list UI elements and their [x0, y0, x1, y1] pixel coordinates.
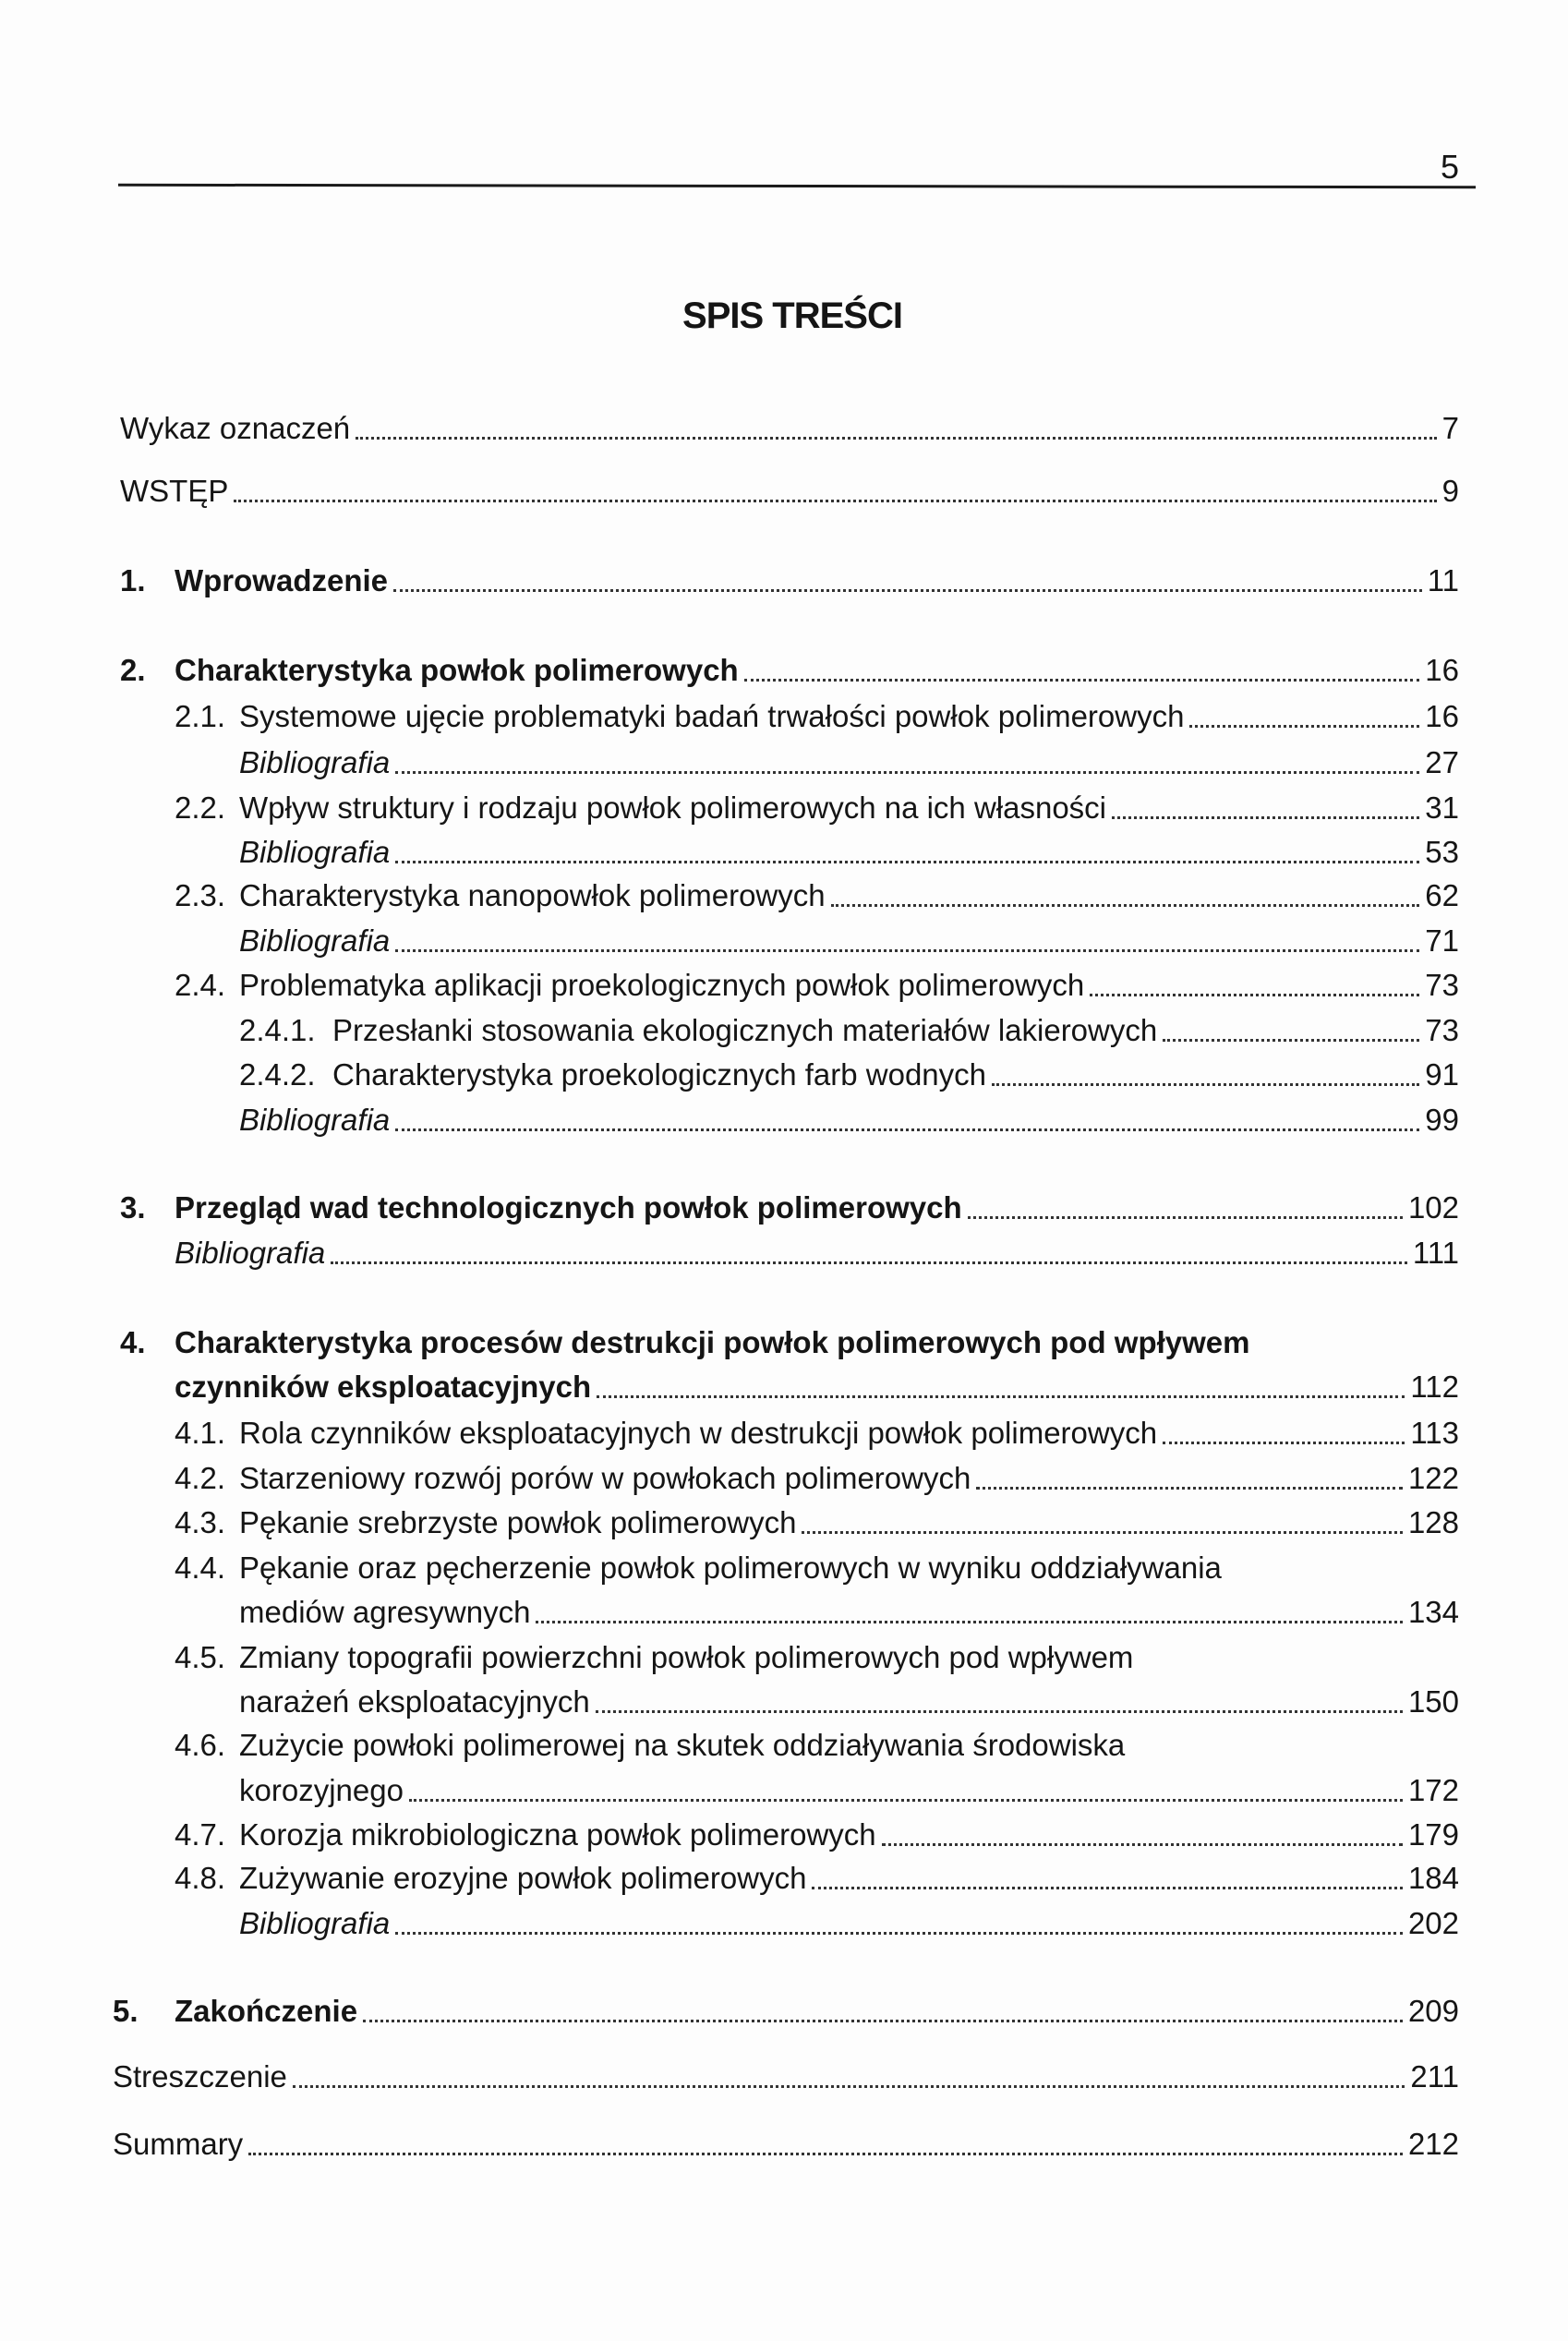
toc-entry-page: 113: [1410, 1416, 1459, 1451]
toc-entry[interactable]: [120, 648, 1459, 693]
toc-entry-page: 150: [1407, 1684, 1459, 1720]
toc-entry[interactable]: [175, 1856, 1459, 1901]
toc-entry[interactable]: [175, 1231, 1459, 1275]
toc-entry-page: 184: [1407, 1861, 1459, 1896]
toc-entry-page: 211: [1410, 2059, 1459, 2094]
toc-entry-number: 2.3.: [175, 878, 226, 913]
toc-entry-title: Zmiany topografii powierzchni powłok polimerowych pod wpływem: [239, 1639, 1134, 1674]
dot-leader: [1189, 725, 1419, 728]
toc-title: SPIS TREŚCI: [682, 296, 902, 336]
toc-entry[interactable]: [175, 1411, 1459, 1455]
toc-entry-title: Systemowe ujęcie problematyki badań trwałości powłok polimerowych: [239, 699, 1185, 734]
toc-entry-title: Bibliografia: [175, 1235, 326, 1270]
toc-entry[interactable]: [175, 1365, 1459, 1409]
toc-entry[interactable]: [175, 1501, 1459, 1545]
toc-entry-title: Problematyka aplikacji proekologicznych powłok polimerowych: [239, 968, 1085, 1003]
toc-entry-title: Wprowadzenie: [175, 563, 389, 597]
toc-entry-number: 2.4.1.: [239, 1012, 316, 1047]
toc-entry-page: 73: [1425, 968, 1459, 1003]
toc-entry-number: 2.1.: [175, 699, 226, 734]
toc-entry[interactable]: [239, 1590, 1459, 1635]
toc-entry[interactable]: [239, 1008, 1459, 1053]
toc-entry[interactable]: [120, 559, 1459, 603]
toc-entry-number: 2.2.: [175, 790, 226, 825]
toc-entry-page: 7: [1441, 411, 1459, 446]
dot-leader: [1163, 1039, 1419, 1042]
toc-entry-page: 111: [1412, 1235, 1459, 1270]
toc-entry-page: 11: [1427, 563, 1459, 597]
dot-leader: [393, 589, 1422, 592]
toc-entry-title: Przegląd wad technologicznych powłok polimerowych: [175, 1190, 962, 1225]
toc-entry-page: 179: [1407, 1817, 1459, 1852]
toc-entry-title: Bibliografia: [239, 745, 391, 780]
toc-entry-first-line: [175, 1723, 1125, 1768]
dot-leader: [356, 437, 1436, 440]
toc-entry-title-continued: narażeń eksploatacyjnych: [239, 1684, 590, 1720]
toc-entry-title: Przesłanki stosowania ekologicznych materiałów lakierowych: [332, 1012, 1158, 1047]
toc-entry-page: 209: [1407, 1994, 1459, 2029]
toc-entry-title: Bibliografia: [239, 1905, 391, 1940]
dot-leader: [395, 861, 1419, 863]
toc-entry-page: 91: [1425, 1057, 1459, 1092]
toc-entry-page: 212: [1407, 2127, 1459, 2161]
toc-entry-page: 16: [1425, 653, 1459, 688]
toc-entry-title: WSTĘP: [120, 473, 229, 508]
dot-leader: [331, 1261, 1407, 1264]
dot-leader: [882, 1843, 1403, 1846]
toc-entry-number: 1.: [120, 563, 146, 597]
toc-entry-page: 99: [1425, 1102, 1459, 1137]
toc-entry-number: 5.: [113, 1994, 139, 2029]
toc-entry-first-line: [175, 1635, 1133, 1680]
toc-entry[interactable]: [239, 919, 1459, 963]
toc-entry-title: Charakterystyka powłok polimerowych: [175, 653, 739, 688]
toc-entry[interactable]: [175, 786, 1459, 830]
toc-entry[interactable]: [175, 694, 1459, 739]
toc-entry-number: 4.4.: [175, 1550, 226, 1585]
toc-entry-page: 27: [1425, 745, 1459, 780]
dot-leader: [968, 1216, 1403, 1219]
dot-leader: [536, 1621, 1402, 1623]
toc-entry-title: Bibliografia: [239, 1102, 391, 1137]
toc-entry-number: 4.8.: [175, 1861, 226, 1896]
toc-entry-page: 102: [1407, 1190, 1459, 1225]
toc-entry-page: 16: [1425, 699, 1459, 734]
toc-entry[interactable]: [239, 741, 1459, 785]
toc-entry-page: 172: [1407, 1772, 1459, 1807]
toc-entry-page: 122: [1407, 1460, 1459, 1495]
toc-entry[interactable]: [120, 1186, 1459, 1230]
dot-leader: [596, 1710, 1403, 1713]
dot-leader: [234, 500, 1436, 502]
toc-entry-title: Streszczenie: [113, 2059, 287, 2094]
toc-entry-number: 3.: [120, 1190, 146, 1225]
dot-leader: [395, 1932, 1403, 1935]
toc-entry-number: 4.1.: [175, 1416, 226, 1451]
toc-entry[interactable]: [175, 963, 1459, 1008]
toc-entry-number: 2.4.2.: [239, 1057, 316, 1092]
toc-entry-page: 73: [1425, 1012, 1459, 1047]
dot-leader: [992, 1083, 1419, 1086]
toc-entry-title: Charakterystyka procesów destrukcji powłok polimerowych pod wpływem: [175, 1324, 1250, 1359]
toc-entry-title: Pękanie oraz pęcherzenie powłok polimerowych w wyniku oddziaływania: [239, 1550, 1222, 1585]
toc-entry-page: 31: [1425, 790, 1459, 825]
toc-entry-number: 2.4.: [175, 968, 226, 1003]
toc-entry[interactable]: [113, 2122, 1459, 2166]
toc-entry-page: 134: [1407, 1595, 1459, 1630]
toc-entry-first-line: [120, 1321, 1250, 1365]
dot-leader: [395, 949, 1419, 952]
toc-entry-title: Wpływ struktury i rodzaju powłok polimerowych na ich własności: [239, 790, 1107, 825]
toc-entry-number: 4.3.: [175, 1505, 226, 1540]
toc-entry[interactable]: [239, 1680, 1459, 1724]
toc-entry-title-continued: czynników eksploatacyjnych: [175, 1370, 592, 1405]
toc-entry-page: 202: [1407, 1905, 1459, 1940]
toc-entry-title: Summary: [113, 2127, 244, 2161]
toc-entry-title: Korozja mikrobiologiczna powłok polimerowych: [239, 1817, 876, 1852]
toc-entry-title: Zużywanie erozyjne powłok polimerowych: [239, 1861, 807, 1896]
toc-entry-page: 62: [1425, 878, 1459, 913]
dot-leader: [1090, 994, 1419, 996]
toc-entry-page: 71: [1425, 923, 1459, 958]
toc-entry[interactable]: [239, 1098, 1459, 1142]
toc-entry-page: 128: [1407, 1505, 1459, 1540]
toc-entry[interactable]: [239, 1901, 1459, 1946]
dot-leader: [597, 1395, 1405, 1398]
toc-entry-title-continued: mediów agresywnych: [239, 1595, 531, 1630]
toc-entry[interactable]: [113, 1989, 1459, 2033]
dot-leader: [248, 2153, 1403, 2155]
toc-entry-title: Bibliografia: [239, 923, 391, 958]
dot-leader: [831, 904, 1420, 907]
dot-leader: [395, 1128, 1419, 1131]
toc-entry-number: 4.2.: [175, 1460, 226, 1495]
dot-leader: [1163, 1442, 1405, 1444]
dot-leader: [409, 1799, 1403, 1802]
toc-entry-number: 4.: [120, 1324, 146, 1359]
dot-leader: [395, 771, 1419, 774]
toc-entry[interactable]: [175, 1813, 1459, 1857]
toc-entry-title: Zakończenie: [175, 1994, 358, 2029]
toc-entry[interactable]: [175, 874, 1459, 918]
toc-entry-title: Rola czynników eksploatacyjnych w destrukcji powłok polimerowych: [239, 1416, 1158, 1451]
toc-entry-title: Zużycie powłoki polimerowej na skutek oddziaływania środowiska: [239, 1728, 1126, 1763]
toc-entry-title: Charakterystyka proekologicznych farb wodnych: [332, 1057, 987, 1092]
dot-leader: [976, 1487, 1403, 1490]
toc-entry-title: Bibliografia: [239, 835, 391, 870]
toc-entry-number: 4.6.: [175, 1728, 226, 1763]
toc-entry-title-continued: korozyjnego: [239, 1772, 404, 1807]
dot-leader: [812, 1887, 1403, 1889]
toc-entry-page: 112: [1410, 1370, 1459, 1405]
toc-entry-number: 4.7.: [175, 1817, 226, 1852]
toc-entry[interactable]: [120, 406, 1459, 451]
toc-entry-page: 53: [1425, 835, 1459, 870]
page-number: 5: [1441, 148, 1460, 186]
header-rule: [118, 184, 1476, 189]
dot-leader: [802, 1531, 1403, 1534]
dot-leader: [1112, 816, 1419, 819]
toc-entry-title: Starzeniowy rozwój porów w powłokach polimerowych: [239, 1460, 971, 1495]
toc-entry[interactable]: [239, 1053, 1459, 1097]
toc-entry-number: 2.: [120, 653, 146, 688]
toc-entry-page: 9: [1441, 473, 1459, 508]
toc-entry-title: Charakterystyka nanopowłok polimerowych: [239, 878, 826, 913]
toc-entry-first-line: [175, 1546, 1222, 1590]
toc-entry-title: Wykaz oznaczeń: [120, 411, 351, 446]
dot-leader: [744, 679, 1420, 682]
toc-entry[interactable]: [239, 1768, 1459, 1813]
toc-entry-title: Pękanie srebrzyste powłok polimerowych: [239, 1505, 797, 1540]
dot-leader: [293, 2085, 1405, 2088]
toc-entry[interactable]: [120, 469, 1459, 513]
toc-entry[interactable]: [239, 830, 1459, 875]
toc-entry[interactable]: [175, 1456, 1459, 1501]
toc-entry[interactable]: [113, 2055, 1459, 2099]
dot-leader: [363, 2020, 1403, 2022]
toc-entry-number: 4.5.: [175, 1639, 226, 1674]
